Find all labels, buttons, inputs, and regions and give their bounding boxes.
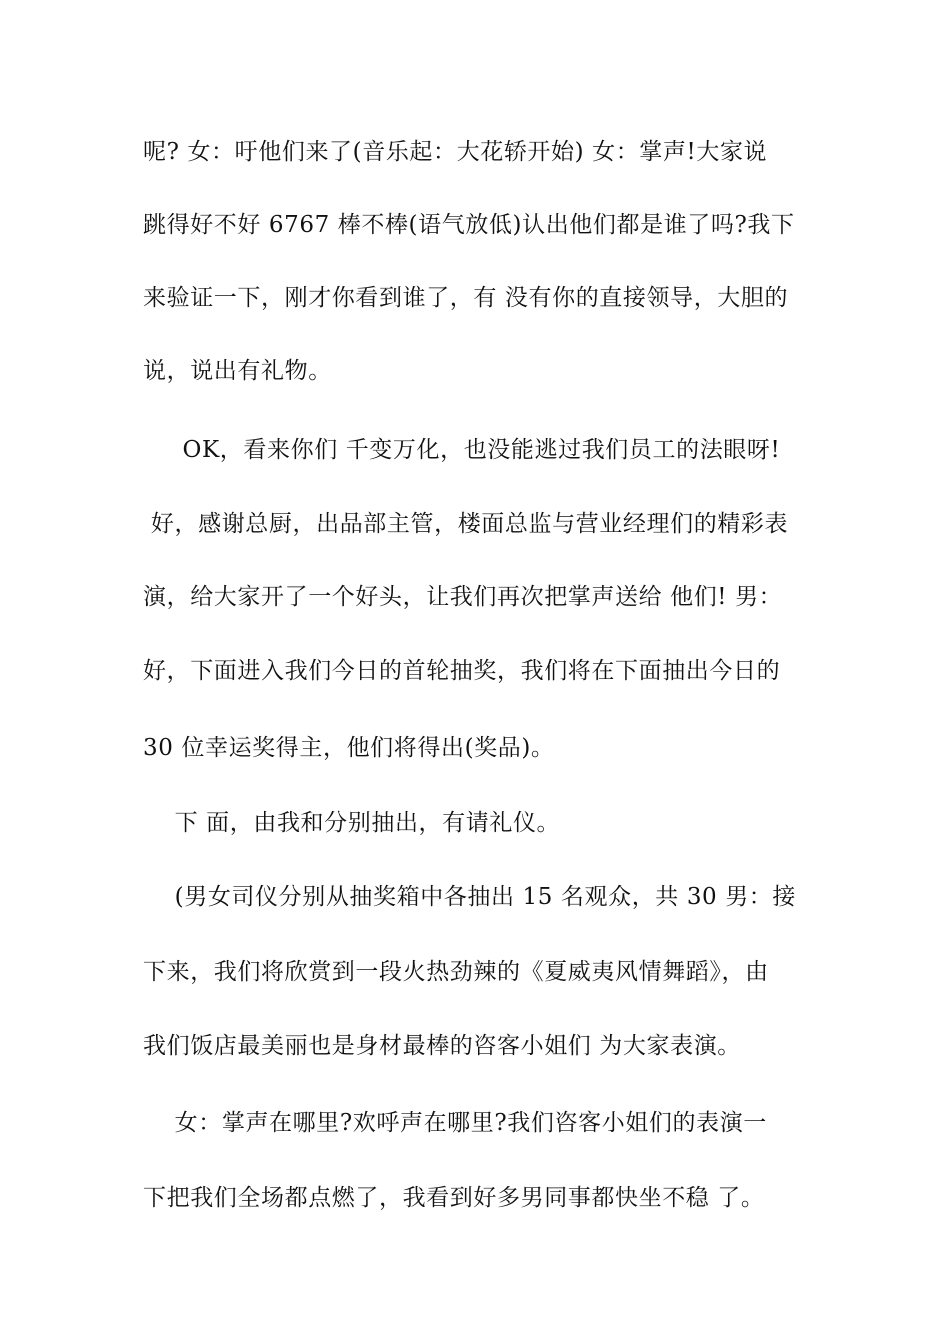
text-line: 说，说出有礼物。 bbox=[143, 358, 332, 384]
text-line: 下把我们全场都点燃了，我看到好多男同事都快坐不稳 了。 bbox=[143, 1185, 765, 1211]
text-line: 好，感谢总厨，出品部主管，楼面总监与营业经理们的精彩表 bbox=[143, 511, 789, 537]
text-line: 呢? 女：吁他们来了(音乐起：大花轿开始) 女：掌声!大家说 bbox=[143, 139, 768, 165]
text-line: 30 位幸运奖得主，他们将得出(奖品)。 bbox=[143, 735, 555, 761]
text-line: 来验证一下，刚才你看到谁了，有 没有你的直接领导，大胆的 bbox=[143, 285, 789, 311]
text-line: 我们饭店最美丽也是身材最棒的咨客小姐们 为大家表演。 bbox=[143, 1033, 741, 1059]
text-line: 好，下面进入我们今日的首轮抽奖，我们将在下面抽出今日的 bbox=[143, 658, 781, 684]
text-line: OK，看来你们 千变万化，也没能逃过我们员工的法眼呀! bbox=[143, 437, 781, 463]
text-line: 女：掌声在哪里?欢呼声在哪里?我们咨客小姐们的表演一 bbox=[143, 1110, 767, 1136]
text-line: 下 面，由我和分别抽出，有请礼仪。 bbox=[143, 810, 561, 836]
text-line: 下来，我们将欣赏到一段火热劲辣的《夏威夷风情舞蹈》，由 bbox=[143, 959, 769, 985]
text-line: 演，给大家开了一个好头，让我们再次把掌声送给 他们! 男： bbox=[143, 584, 783, 610]
text-line: (男女司仪分别从抽奖箱中各抽出 15 名观众，共 30 男：接 bbox=[143, 884, 796, 910]
text-line: 跳得好不好 6767 棒不棒(语气放低)认出他们都是谁了吗?我下 bbox=[143, 212, 795, 238]
